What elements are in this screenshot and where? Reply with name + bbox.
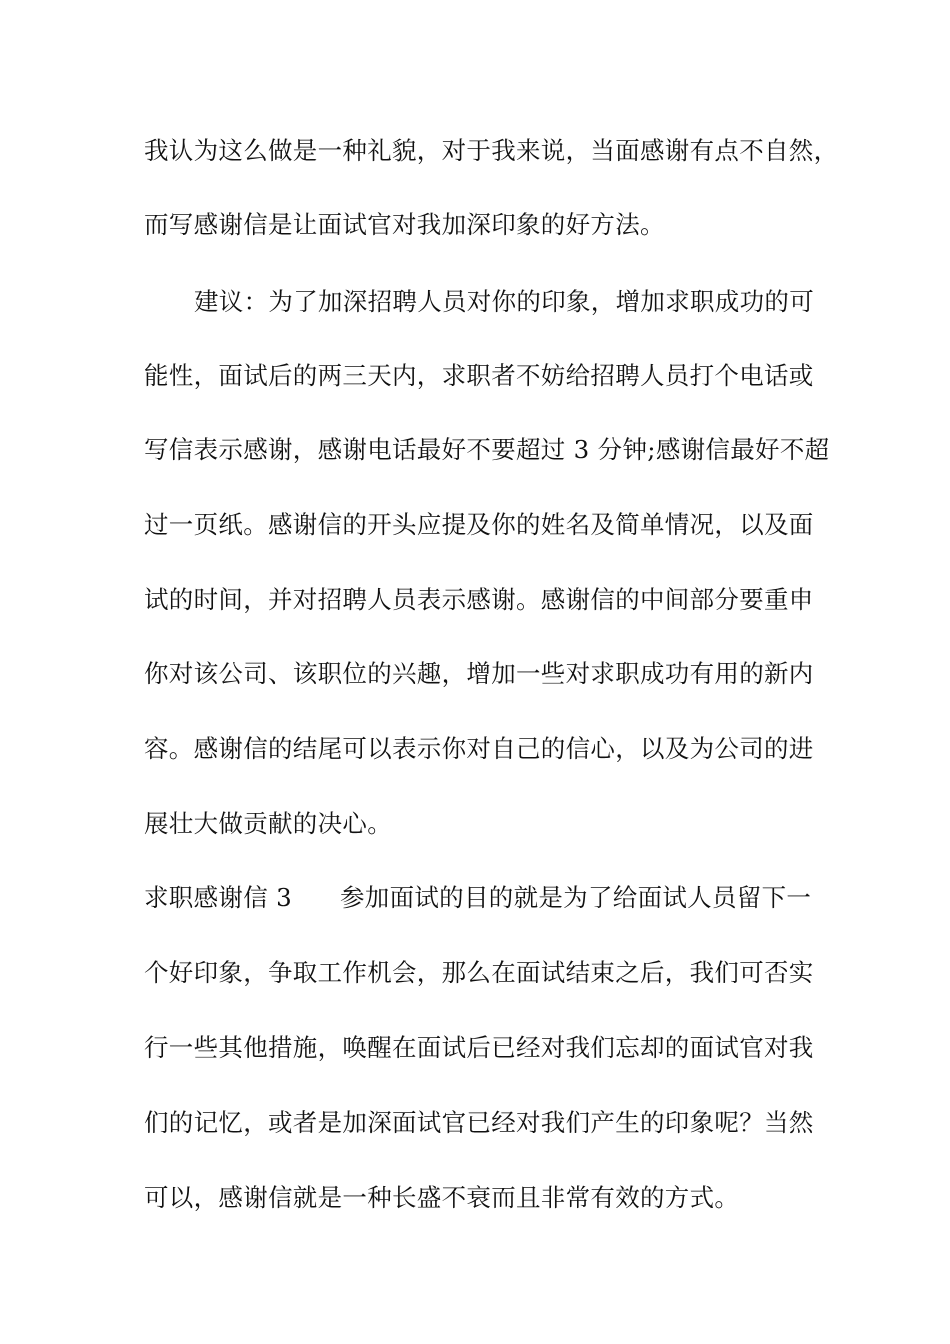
paragraph-line: 行一些其他措施，唤醒在面试后已经对我们忘却的面试官对我: [144, 1033, 814, 1062]
paragraph-line: 你对该公司、该职位的兴趣，增加一些对求职成功有用的新内: [144, 659, 814, 688]
paragraph-line: 容。感谢信的结尾可以表示你对自己的信心，以及为公司的进: [144, 734, 814, 763]
paragraph-line: 我认为这么做是一种礼貌，对于我来说，当面感谢有点不自然，: [144, 136, 839, 165]
paragraph-line: 建议：为了加深招聘人员对你的印象，增加求职成功的可: [194, 287, 814, 316]
paragraph-line: 过一页纸。感谢信的开头应提及你的姓名及简单情况，以及面: [144, 510, 814, 539]
paragraph-line: 们的记忆，或者是加深面试官已经对我们产生的印象呢？当然: [144, 1108, 814, 1137]
paragraph-line: 而写感谢信是让面试官对我加深印象的好方法。: [144, 210, 665, 239]
paragraph-line: 可以，感谢信就是一种长盛不衰而且非常有效的方式。: [144, 1183, 740, 1212]
section-line: [144, 878, 844, 918]
paragraph-line: 个好印象，争取工作机会，那么在面试结束之后，我们可否实: [144, 958, 814, 987]
paragraph-line: 能性，面试后的两三天内，求职者不妨给招聘人员打个电话或: [144, 361, 814, 390]
section-heading: 求职感谢信 3: [144, 883, 292, 912]
paragraph-line: 写信表示感谢，感谢电话最好不要超过 3 分钟;感谢信最好不超: [144, 435, 830, 464]
paragraph-line: 试的时间，并对招聘人员表示感谢。感谢信的中间部分要重申: [144, 585, 814, 614]
paragraph-line: 展壮大做贡献的决心。: [144, 809, 392, 838]
section-first-line: 参加面试的目的就是为了给面试人员留下一: [339, 883, 812, 912]
